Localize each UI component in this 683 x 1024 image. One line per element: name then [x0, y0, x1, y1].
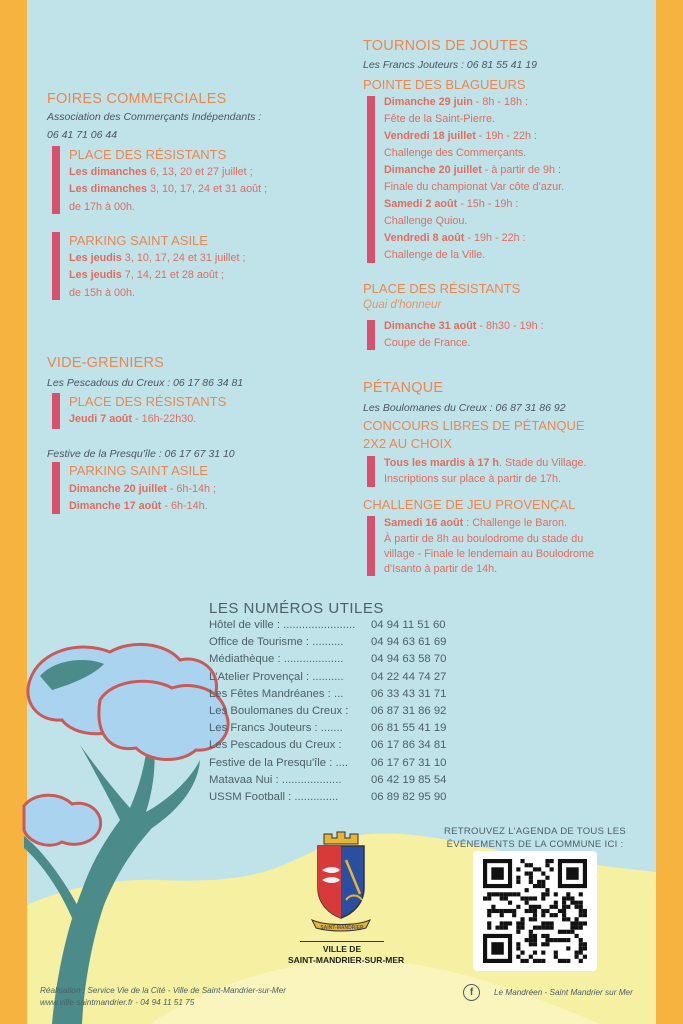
numero-phone[interactable]: 06 81 55 41 19 [371, 722, 447, 735]
joutes-event1-desc: Fête de la Saint-Pierre. [384, 113, 496, 125]
numero-row [209, 791, 469, 808]
numero-phone[interactable]: 06 89 82 95 90 [371, 791, 447, 803]
coat-of-arms-icon [306, 830, 376, 935]
numero-row [209, 671, 469, 688]
petanque-c1-title2: 2X2 AU CHOIX [363, 436, 452, 451]
logo-divider [300, 941, 384, 942]
logo-line2: SAINT-MANDRIER-SUR-MER [288, 955, 405, 965]
vide-org2: Festive de la Presqu'île : 06 17 67 31 10 [47, 448, 235, 460]
numero-name: USSM Football : .............. [209, 791, 339, 803]
accent-bar [367, 456, 375, 487]
accent-bar [52, 462, 60, 514]
foires-place2-title: PARKING SAINT ASILE [69, 233, 208, 248]
joutes-place2-subtitle: Quai d'honneur [363, 299, 442, 311]
accent-bar [52, 232, 60, 300]
foires-place1-line3: de 17h à 00h. [69, 201, 136, 213]
accent-bar [52, 393, 60, 429]
joutes-event3-desc: Finale du championat Var côte d'azur. [384, 181, 565, 193]
numero-row [209, 774, 469, 791]
petanque-c2-line2: À partir de 8h au boulodrome du stade du [384, 533, 584, 545]
numero-name: L'Atelier Provençal : .......... [209, 670, 344, 683]
numero-name: Médiathèque : ................... [209, 653, 344, 666]
petanque-c2-title: CHALLENGE DE JEU PROVENÇAL [363, 497, 576, 512]
numero-name: Les Pescadous du Creux : [209, 739, 342, 752]
vide-org1: Les Pescadous du Creux : 06 17 86 34 81 [47, 377, 244, 389]
joutes-event5: Vendredi 8 août - 19h - 22h : [384, 232, 526, 244]
numero-phone[interactable]: 06 87 31 86 92 [371, 705, 447, 717]
joutes-place2-event1: Dimanche 31 août - 8h30 - 19h : [384, 320, 544, 332]
numero-phone[interactable]: 04 94 63 61 69 [371, 636, 447, 649]
qr-code-icon [483, 859, 587, 963]
numero-phone[interactable]: 06 42 19 85 54 [371, 773, 447, 786]
vide-place1-title: PLACE DES RÉSISTANTS [69, 394, 227, 409]
numero-row [209, 705, 469, 722]
joutes-event1: Dimanche 29 juin - 8h - 18h : [384, 96, 529, 108]
foires-place2-line1: Les jeudis 3, 10, 17, 24 et 31 juillet ; [69, 252, 246, 264]
footer-facebook[interactable]: Le Mandréen - Saint Mandrier sur Mer [494, 988, 633, 997]
numero-row [209, 653, 469, 670]
foires-place2-line2: Les jeudis 7, 14, 21 et 28 août ; [69, 269, 224, 281]
numero-row [209, 739, 469, 756]
accent-bar [52, 146, 60, 214]
numeros-title: LES NUMÉROS UTILES [209, 600, 384, 617]
joutes-event2: Vendredi 18 juillet - 19h - 22h : [384, 130, 538, 142]
accent-bar [367, 320, 375, 350]
petanque-c1-line1: Tous les mardis à 17 h. Stade du Village. [384, 457, 587, 469]
qr-code-frame[interactable] [473, 851, 597, 971]
qr-caption-line1: RETROUVEZ L'AGENDA DE TOUS LES [443, 826, 627, 837]
joutes-event4: Samedi 2 août - 15h - 19h : [384, 198, 519, 210]
vide-title: VIDE-GRENIERS [47, 355, 165, 371]
numero-phone[interactable]: 06 33 43 31 71 [371, 687, 447, 700]
foires-place1-title: PLACE DES RÉSISTANTS [69, 147, 227, 162]
foires-title: FOIRES COMMERCIALES [47, 91, 227, 107]
foires-assoc: Association des Commerçants Indépendants : [47, 111, 262, 123]
foires-place1-line2: Les dimanches 3, 10, 17, 24 et 31 août ; [69, 183, 268, 195]
joutes-place2-title: PLACE DES RÉSISTANTS [363, 281, 521, 296]
vide-place2-line1: Dimanche 20 juillet - 6h-14h ; [69, 483, 217, 495]
accent-bar [367, 516, 375, 576]
logo-line1: VILLE DE [322, 944, 362, 954]
numero-name: Hôtel de ville : ....................... [209, 619, 356, 631]
joutes-event3: Dimanche 20 juillet - à partir de 9h : [384, 164, 562, 176]
numero-phone[interactable]: 06 17 86 34 81 [371, 739, 447, 752]
numero-phone[interactable]: 04 94 11 51 60 [371, 619, 446, 631]
logo-ribbon-text: SAINT-MANDRIER [320, 925, 364, 931]
petanque-title: PÉTANQUE [363, 380, 444, 396]
facebook-icon[interactable]: f [463, 984, 480, 1001]
numero-name: Les Boulomanes du Creux : [209, 705, 349, 717]
joutes-title: TOURNOIS DE JOUTES [363, 38, 529, 54]
joutes-event5-desc: Challenge de la Ville. [384, 249, 486, 261]
joutes-place2-event1-desc: Coupe de France. [384, 337, 471, 349]
petanque-org: Les Boulomanes du Creux : 06 87 31 86 92 [363, 402, 566, 414]
petanque-c1-line2: Inscriptions sur place à partir de 17h. [384, 473, 562, 485]
numero-row [209, 619, 469, 636]
petanque-c2-line1: Samedi 16 août : Challenge le Baron. [384, 517, 568, 529]
tree-foliage-low [24, 795, 101, 845]
footer-website[interactable]: www.ville-saintmandrier.fr - 04 94 11 51 75 [40, 998, 195, 1007]
joutes-org: Les Francs Jouteurs : 06 81 55 41 19 [363, 59, 537, 71]
numero-phone[interactable]: 04 22 44 74 27 [371, 670, 447, 683]
vide-place2-line2: Dimanche 17 août - 6h-14h. [69, 500, 208, 512]
petanque-c1-title1: CONCOURS LIBRES DE PÉTANQUE [363, 418, 585, 433]
numero-name: Office de Tourisme : .......... [209, 636, 344, 649]
joutes-place1-title: POINTE DES BLAGUEURS [363, 77, 526, 92]
numero-name: Matavaa Nui : ................... [209, 773, 342, 786]
foires-place1-line1: Les dimanches 6, 13, 20 et 27 juillet ; [69, 166, 253, 178]
numero-row [209, 636, 469, 653]
numero-row [209, 688, 469, 705]
numero-name: Festive de la Presqu'île : .... [209, 756, 349, 769]
qr-caption-line2: ÉVÉNEMENTS DE LA COMMUNE ICI : [446, 839, 624, 850]
numero-row [209, 757, 469, 774]
numero-row [209, 722, 469, 739]
vide-place2-title: PARKING SAINT ASILE [69, 463, 208, 478]
vide-place1-line1: Jeudi 7 août - 16h-22h30. [69, 413, 197, 425]
petanque-c2-line4: d'Isanto à partir de 14h. [384, 563, 498, 575]
numero-name: Les Fêtes Mandréanes : ... [209, 687, 344, 700]
foires-phone: 06 41 71 06 44 [47, 129, 118, 141]
petanque-c2-line3: village - Finale le lendemain au Boulodrome [384, 548, 595, 560]
numero-name: Les Francs Jouteurs : ....... [209, 722, 343, 735]
numero-phone[interactable]: 06 17 67 31 10 [371, 756, 447, 769]
joutes-event2-desc: Challenge des Commerçants. [384, 147, 527, 159]
foires-place2-line3: de 15h à 00h. [69, 287, 136, 299]
joutes-event4-desc: Challenge Quiou. [384, 215, 468, 227]
accent-bar [367, 96, 375, 263]
footer-realisation: Réalisation : Service Vie de la Cité - Ville de Saint-Mandrier-sur-Mer [40, 986, 287, 995]
numero-phone[interactable]: 04 94 63 58 70 [371, 653, 447, 666]
